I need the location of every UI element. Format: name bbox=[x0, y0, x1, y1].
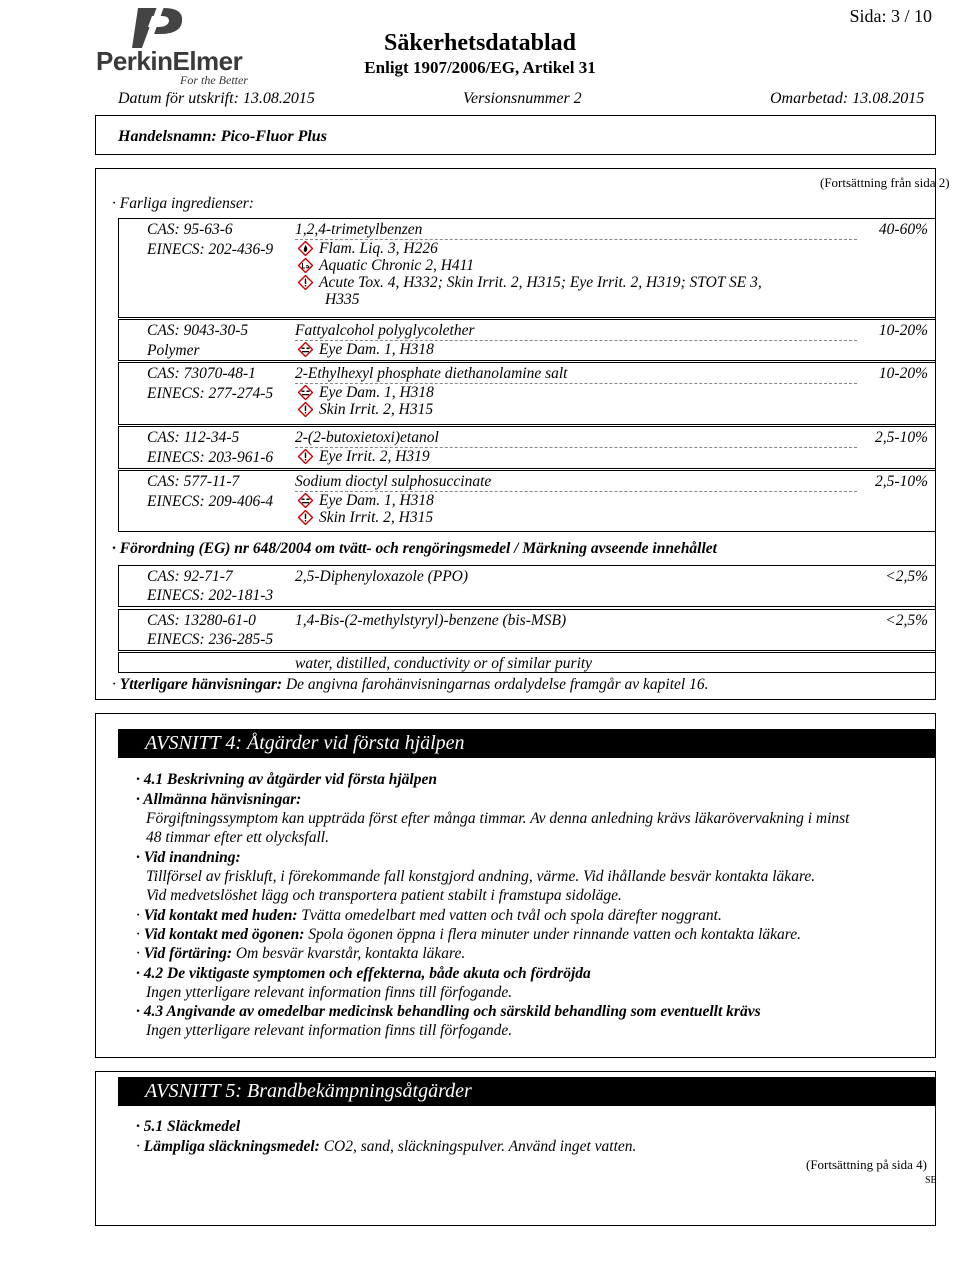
einecs-number: Polymer bbox=[147, 342, 200, 359]
cas-number: CAS: 13280-61-0 bbox=[147, 612, 256, 629]
hazard-statement: Eye Irrit. 2, H319 bbox=[319, 448, 430, 465]
exclamation-icon bbox=[298, 449, 313, 464]
continued-from-note: (Fortsättning från sida 2) bbox=[820, 175, 950, 190]
hazard-statement: Eye Dam. 1, H318 bbox=[319, 341, 434, 358]
further-references: · Ytterligare hänvisningar: De angivna farohänvisningarnas ordalydelse framgår av kapitel 16. bbox=[112, 676, 709, 693]
s4-inhalation-text-1: Tillförsel av friskluft, i förekommande fall konstgjord andning, värme. Vid ihållande besvär kontakta läkare. bbox=[146, 868, 816, 885]
cas-number: CAS: 577-11-7 bbox=[147, 473, 240, 490]
document-subtitle: Enligt 1907/2006/EG, Artikel 31 bbox=[364, 58, 596, 77]
cas-number: CAS: 92-71-7 bbox=[147, 568, 233, 585]
concentration: 10-20% bbox=[878, 322, 928, 339]
concentration: <2,5% bbox=[885, 568, 928, 585]
s5-heading-51: · 5.1 Släckmedel bbox=[136, 1118, 241, 1135]
version-number: Versionsnummer 2 bbox=[463, 90, 582, 107]
section5-title: AVSNITT 5: Brandbekämpningsåtgärder bbox=[145, 1080, 472, 1102]
hazard-statement: Acute Tox. 4, H332; Skin Irrit. 2, H315; Eye Irrit. 2, H319; STOT SE 3, bbox=[319, 274, 762, 291]
s4-heading-43: · 4.3 Angivande av omedelbar medicinsk behandling och särskild behandling som eventuellt krävs bbox=[136, 1003, 761, 1020]
hazard-statement: Aquatic Chronic 2, H411 bbox=[319, 257, 474, 274]
exclamation-icon bbox=[298, 510, 313, 525]
s4-43-text: Ingen ytterligare relevant information finns till förfogande. bbox=[146, 1022, 513, 1039]
concentration: <2,5% bbox=[885, 612, 928, 629]
corrosion-icon bbox=[298, 385, 313, 400]
logo-wordmark: PerkinElmer bbox=[96, 46, 243, 76]
substance-name: water, distilled, conductivity or of similar purity bbox=[295, 655, 593, 672]
print-date: Datum för utskrift: 13.08.2015 bbox=[118, 90, 315, 107]
hazard-statement: Eye Dam. 1, H318 bbox=[319, 384, 434, 401]
substance-name: 2-Ethylhexyl phosphate diethanolamine salt bbox=[295, 365, 568, 382]
trade-name: Handelsnamn: Pico-Fluor Plus bbox=[118, 128, 327, 145]
page-number: Sida: 3 / 10 bbox=[849, 6, 932, 26]
einecs-number: EINECS: 236-285-5 bbox=[147, 631, 274, 648]
einecs-number: EINECS: 277-274-5 bbox=[147, 385, 274, 402]
corrosion-icon bbox=[298, 342, 313, 357]
s4-heading-42: · 4.2 De viktigaste symptomen och effekterna, både akuta och fördröjda bbox=[136, 965, 591, 982]
environment-icon bbox=[298, 258, 313, 273]
s4-inhalation-text-2: Vid medvetslöshet lägg och transportera patient stabilt i framstupa sidoläge. bbox=[146, 887, 622, 904]
section5-title-bar bbox=[118, 1077, 936, 1106]
cas-number: CAS: 9043-30-5 bbox=[147, 322, 249, 339]
hazard-statement-cont: H335 bbox=[325, 291, 360, 308]
hazard-statement: Flam. Liq. 3, H226 bbox=[319, 240, 438, 257]
exclamation-icon bbox=[298, 275, 313, 290]
einecs-number: EINECS: 209-406-4 bbox=[147, 493, 274, 510]
corrosion-icon bbox=[298, 493, 313, 508]
s4-general-text-2: 48 timmar efter ett olycksfall. bbox=[146, 829, 329, 846]
cas-number: CAS: 95-63-6 bbox=[147, 221, 233, 238]
concentration: 10-20% bbox=[878, 365, 928, 382]
substance-name: 2-(2-butoxietoxi)etanol bbox=[295, 429, 439, 446]
logo-tagline: For the Better bbox=[180, 73, 248, 87]
hazard-statement: Skin Irrit. 2, H315 bbox=[319, 509, 434, 526]
flame-icon bbox=[298, 241, 313, 256]
s4-skin: · Vid kontakt med huden: Tvätta omedelbart med vatten och tvål och spola därefter noggrant. bbox=[136, 907, 722, 924]
s5-suitable: · Lämpliga släckningsmedel: CO2, sand, släckningspulver. Använd inget vatten. bbox=[136, 1138, 637, 1155]
table-row bbox=[118, 218, 936, 318]
substance-name: 1,4-Bis-(2-methylstyryl)-benzene (bis-MSB) bbox=[295, 612, 567, 629]
hazard-statement: Skin Irrit. 2, H315 bbox=[319, 401, 434, 418]
continued-to-note: (Fortsättning på sida 4) bbox=[806, 1157, 927, 1172]
substance-name: Fattyalcohol polyglycolether bbox=[295, 322, 475, 339]
revision-date: Omarbetad: 13.08.2015 bbox=[770, 90, 925, 107]
regulation-heading: · Förordning (EG) nr 648/2004 om tvätt- och rengöringsmedel / Märkning avseende innehållet bbox=[112, 540, 717, 557]
language-code: SE bbox=[925, 1175, 937, 1186]
substance-name: 2,5-Diphenyloxazole (PPO) bbox=[295, 568, 469, 585]
s4-eye: · Vid kontakt med ögonen: Spola ögonen öppna i flera minuter under rinnande vatten och kontakta läkare. bbox=[136, 926, 802, 943]
s4-swallow: · Vid förtäring: Om besvär kvarstår, kontakta läkare. bbox=[136, 945, 466, 962]
ingredients-heading: · Farliga ingredienser: bbox=[112, 195, 254, 212]
s4-general-label: · Allmänna hänvisningar: bbox=[136, 791, 302, 808]
substance-name: 1,2,4-trimetylbenzen bbox=[295, 221, 423, 238]
concentration: 40-60% bbox=[878, 221, 928, 238]
s4-general-text-1: Förgiftningssymptom kan uppträda först efter många timmar. Av denna anledning krävs läkarövervakning i minst bbox=[146, 810, 850, 827]
einecs-number: EINECS: 203-961-6 bbox=[147, 449, 274, 466]
substance-name: Sodium dioctyl sulphosuccinate bbox=[295, 473, 492, 490]
einecs-number: EINECS: 202-436-9 bbox=[147, 241, 274, 258]
concentration: 2,5-10% bbox=[875, 473, 928, 490]
exclamation-icon bbox=[298, 402, 313, 417]
s4-heading-41: · 4.1 Beskrivning av åtgärder vid första hjälpen bbox=[136, 771, 437, 788]
s4-inhalation-label: · Vid inandning: bbox=[136, 849, 241, 866]
s4-42-text: Ingen ytterligare relevant information finns till förfogande. bbox=[146, 984, 513, 1001]
document-title: Säkerhetsdatablad bbox=[383, 30, 577, 56]
einecs-number: EINECS: 202-181-3 bbox=[147, 587, 274, 604]
trade-name-box bbox=[95, 115, 936, 155]
section4-title-bar bbox=[118, 729, 936, 758]
section4-title: AVSNITT 4: Åtgärder vid första hjälpen bbox=[145, 732, 465, 754]
cas-number: CAS: 112-34-5 bbox=[147, 429, 240, 446]
cas-number: CAS: 73070-48-1 bbox=[147, 365, 256, 382]
concentration: 2,5-10% bbox=[875, 429, 928, 446]
hazard-statement: Eye Dam. 1, H318 bbox=[319, 492, 434, 509]
